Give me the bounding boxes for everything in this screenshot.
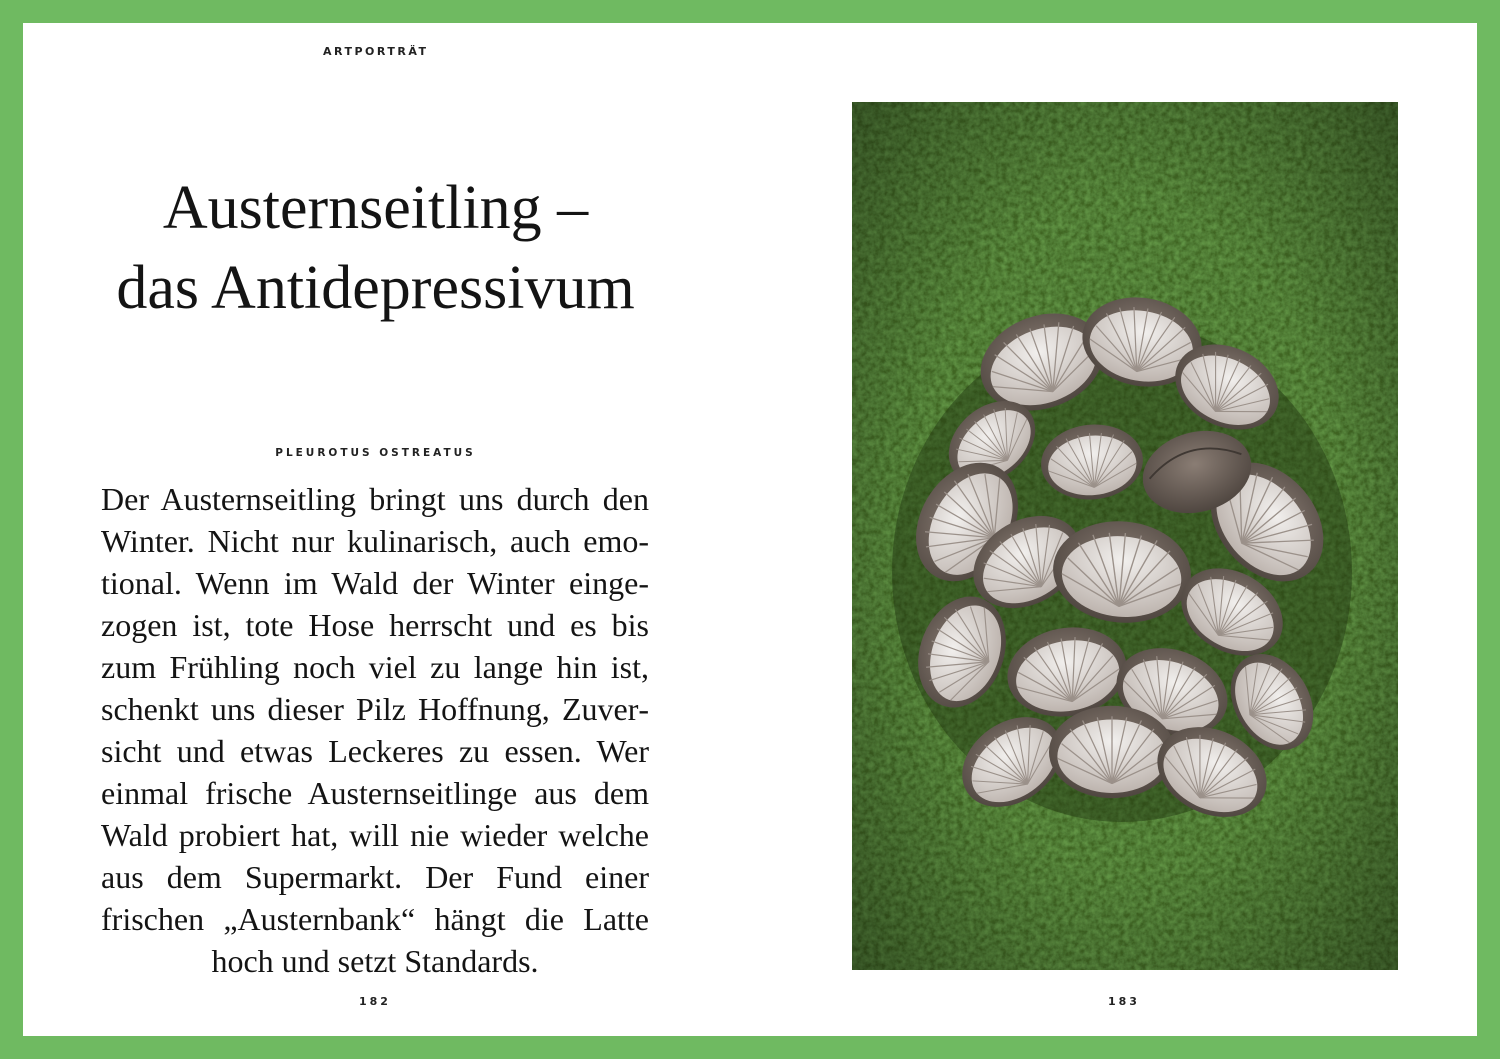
mushroom-photo bbox=[852, 102, 1398, 970]
book-spread bbox=[23, 23, 1477, 1036]
title-line-1: Austernseitling – bbox=[162, 174, 589, 242]
page-title bbox=[63, 168, 688, 328]
section-label: ARTPORTRÄT bbox=[323, 45, 429, 58]
species-name: PLEUROTUS OSTREATUS bbox=[275, 447, 476, 459]
page-number-left: 182 bbox=[359, 995, 391, 1008]
body-text: Der Austernseitling bringt uns durch den Winter. Nicht nur kulinarisch, auch emotional. Wenn im Wald der Winter eingezogen ist, tote Hose herrscht und es bis zum Frühling noch viel zu lange hin ist, schenkt uns dieser Pilz Hoffnung, Zuversicht und etwas Leckeres zu essen. Wer einmal frische Austernseitlinge aus dem Wald probiert hat, will nie wieder welche aus dem Supermarkt. Der Fund einer frischen „Austernbank“ hängt die Latte hoch und setzt Standards. bbox=[101, 481, 649, 979]
title-line-2: das Antidepressivum bbox=[116, 254, 635, 322]
mushroom-photo-illustration bbox=[852, 102, 1398, 970]
page-number-right: 183 bbox=[1108, 995, 1140, 1008]
